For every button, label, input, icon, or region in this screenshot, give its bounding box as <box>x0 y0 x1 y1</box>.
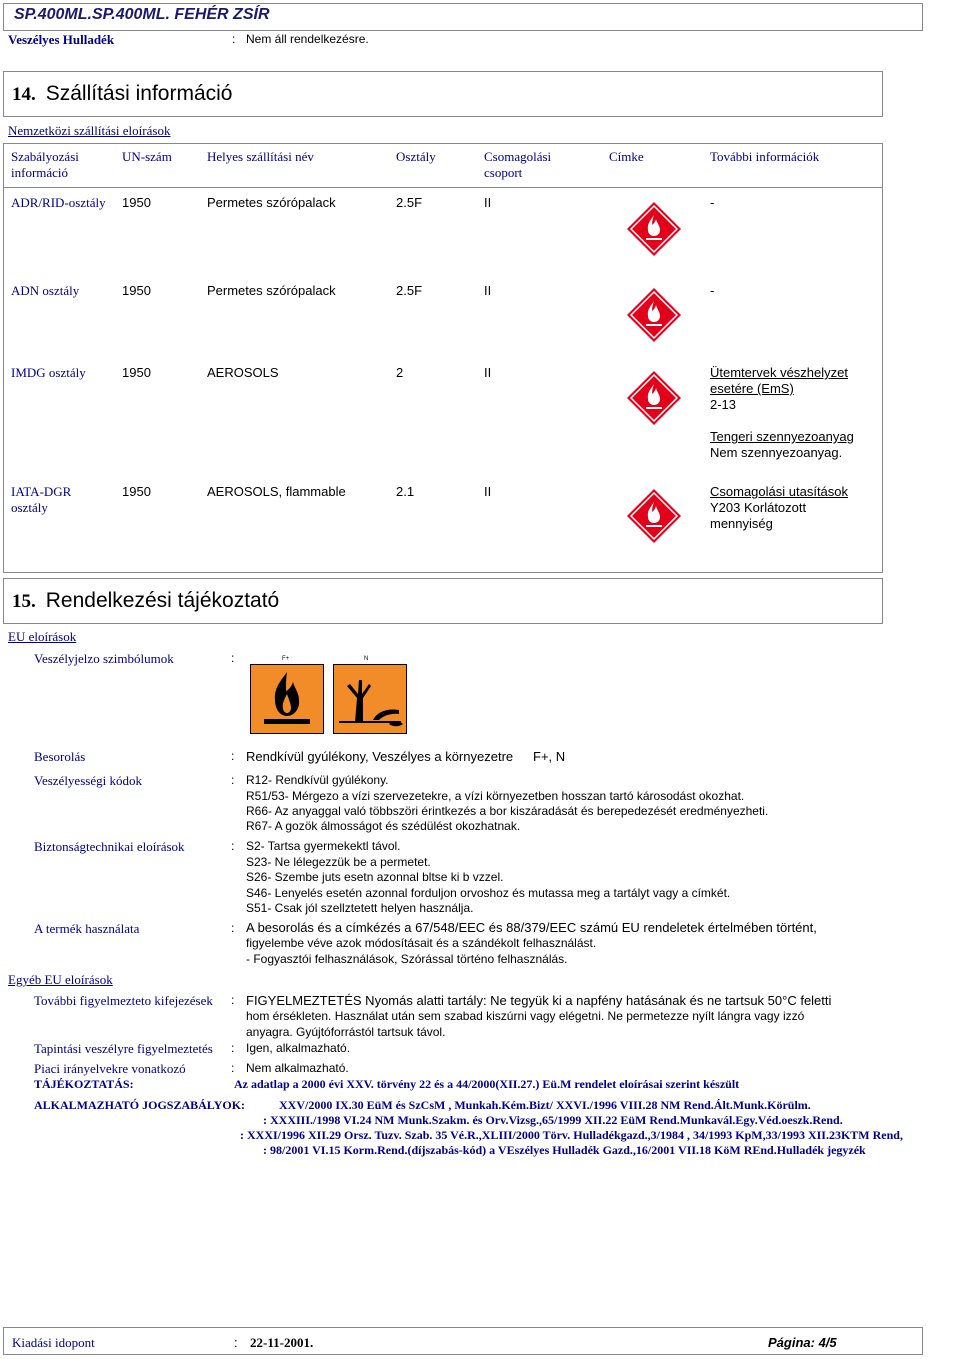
risk-line: R12- Rendkívül gyúlékony. <box>246 773 389 787</box>
flammable-diamond-icon <box>626 488 682 544</box>
row-imdg-info3: 2-13 <box>710 397 737 412</box>
row-imdg-class: 2 <box>396 365 404 380</box>
waste-value: Nem áll rendelkezésre. <box>246 32 369 46</box>
symbols-colon: : <box>231 651 235 665</box>
table-header-divider <box>3 187 883 188</box>
use-line: figyelembe véve azok módosításait és a szándékolt felhasználást. <box>246 936 597 950</box>
row-imdg-reg: IMDG osztály <box>11 365 86 380</box>
symbol2-code: N <box>364 656 369 662</box>
waste-colon: : <box>232 32 236 46</box>
col-un: UN-szám <box>122 149 172 164</box>
row-iata-class: 2.1 <box>396 484 415 499</box>
law-label: ALKALMAZHATÓ JOGSZABÁLYOK: <box>34 1098 246 1112</box>
row-iata-pg: II <box>484 484 492 499</box>
tactile-label: Tapintási veszélyre figyelmeztetés <box>34 1041 213 1056</box>
flame-hazard-icon <box>250 664 324 734</box>
section15-number: 15. <box>12 591 36 612</box>
risk-colon: : <box>231 773 235 787</box>
row-adn-info: - <box>710 283 715 298</box>
col-info: További információk <box>710 149 820 164</box>
warning-line: anyagra. Gyújtóforrástól tartsuk távol. <box>246 1025 446 1039</box>
warning-line: hom érsékleten. Használat után sem szabad kiszúrni vagy elégetni. Ne permetezze nyílt lángra vagy izzó <box>246 1009 805 1023</box>
environment-hazard-icon <box>333 664 407 734</box>
safety-colon: : <box>231 839 235 853</box>
safety-line: S46- Lenyelés esetén azonnal forduljon orvoshoz és mutassa meg a tartályt vagy a címkét. <box>246 886 731 900</box>
flammable-diamond-icon <box>626 201 682 257</box>
row-adn-name: Permetes szórópalack <box>207 283 336 298</box>
info-value: Az adatlap a 2000 évi XXV. törvény 22 és a 44/2000(XII.27.) Eü.M rendelet eloírásai szerint készült <box>234 1077 740 1091</box>
col-regulation: Szabályozási információ <box>11 149 79 180</box>
col-label: Címke <box>609 149 644 164</box>
row-imdg-pg: II <box>484 365 492 380</box>
row-imdg-info5: Nem szennyezoanyag. <box>710 445 843 460</box>
section14-title-text: Szállítási információ <box>45 82 233 105</box>
issue-date: 22-11-2001. <box>250 1335 314 1350</box>
safety-line: S51- Csak jól szellztetett helyen használja. <box>246 901 474 915</box>
law-line: : XXXIII./1998 VI.24 NM Munk.Szakm. és Orv.Vizsg.,65/1999 XII.22 EüM Rend.Munkavál.Egy.Véd.oeszk.Rend. <box>263 1113 843 1127</box>
row-adr-name: Permetes szórópalack <box>207 195 336 210</box>
safety-label: Biztonságtechnikai eloírások <box>34 839 185 854</box>
row-adn-reg: ADN osztály <box>11 283 80 298</box>
section14-title <box>12 82 232 106</box>
section14-number: 14. <box>12 84 36 105</box>
risk-line: R67- A gozök álmosságot és szédülést okozhatnak. <box>246 819 521 833</box>
warning-line: FIGYELMEZTETÉS Nyomás alatti tartály: Ne tegyük ki a napfény hatásának és ne tartsuk 50°C feletti <box>246 993 832 1008</box>
safety-line: S23- Ne lélegezzük be a permetet. <box>246 855 431 869</box>
risk-line: R51/53- Mérgezo a vízi szervezetekre, a vízi környezetben hosszan tartó károsodást okozhat. <box>246 789 745 803</box>
flammable-diamond-icon <box>626 287 682 343</box>
symbol1-code: F+ <box>282 656 290 662</box>
row-iata-info3: mennyiség <box>710 516 773 531</box>
issue-label: Kiadási idopont <box>12 1335 95 1350</box>
risk-line: R66- Az anyaggal való többszöri érintkezés a bor kiszáradását és berepedezését eredményezheti. <box>246 804 769 818</box>
law-line: : XXXI/1996 XII.29 Orsz. Tuzv. Szab. 35 Vé.R.,XLIII/2000 Törv. Hulladékgazd.,3/1984 , 34/1993 KpM,33/1993 XII.23KTM Rend, <box>240 1128 903 1142</box>
row-iata-info2: Y203 Korlátozott <box>710 500 807 515</box>
row-imdg-info1: Ütemtervek vészhelyzet <box>710 365 848 380</box>
eu-title: EU eloírások <box>8 629 77 644</box>
classification-label: Besorolás <box>34 749 86 764</box>
classification-codes: F+, N <box>533 749 566 764</box>
market-colon: : <box>231 1061 235 1075</box>
row-adr-class: 2.5F <box>396 195 423 210</box>
section15-title <box>12 589 279 613</box>
col-pg: Csomagolási csoport <box>484 149 552 180</box>
use-colon: : <box>231 921 235 935</box>
warning-label: További figyelmezteto kifejezések <box>34 993 213 1008</box>
row-iata-name: AEROSOLS, flammable <box>207 484 346 499</box>
symbols-label: Veszélyjelzo szimbólumok <box>34 651 174 666</box>
issue-colon: : <box>234 1335 238 1350</box>
tactile-value: Igen, alkalmazható. <box>246 1041 351 1055</box>
row-adr-pg: II <box>484 195 492 210</box>
safety-line: S26- Szembe juts esetn azonnal bltse ki b vzzel. <box>246 870 504 884</box>
row-iata-reg: IATA-DGR osztály <box>11 484 72 515</box>
row-imdg-info2: esetére (EmS) <box>710 381 794 396</box>
use-line: A besorolás és a címkézés a 67/548/EEC és 88/379/EEC számú EU rendeletek értelmében történt, <box>246 920 817 935</box>
law-line: XXV/2000 IX.30 EüM és SzCsM , Munkah.Kém.Bizt/ XXVI./1996 VIII.28 NM Rend.Ált.Munk.Körülm. <box>279 1098 811 1112</box>
market-value: Nem alkalmazható. <box>246 1061 349 1075</box>
law-line: : 98/2001 VI.15 Korm.Rend.(díjszabás-kód) a VEszélyes Hulladék Gazd.,16/2001 VII.18 KöM REnd.Hulladék jegyzék <box>263 1143 866 1157</box>
row-imdg-name: AEROSOLS <box>207 365 279 380</box>
row-adr-info: - <box>710 195 715 210</box>
classification-value: Rendkívül gyúlékony, Veszélyes a környezetre <box>246 749 514 764</box>
law-line-text: XXXIII./1998 VI.24 NM Munk.Szakm. és Orv.Vizsg.,65/1999 XII.22 EüM Rend.Munkavál.Egy.Véd.oeszk.Rend. <box>270 1113 843 1127</box>
law-line-text: XXXI/1996 XII.29 Orsz. Tuzv. Szab. 35 Vé.R.,XLIII/2000 Törv. Hulladékgazd.,3/1984 , 34/1993 KpM,33/1993 XII.23KTM Rend, <box>247 1128 903 1142</box>
waste-label: Veszélyes Hulladék <box>8 32 115 47</box>
row-iata-un: 1950 <box>122 484 151 499</box>
row-adr-un: 1950 <box>122 195 151 210</box>
row-adr-reg: ADR/RID-osztály <box>11 195 106 210</box>
row-iata-info1: Csomagolási utasítások <box>710 484 849 499</box>
product-title: SP.400ML.SP.400ML. FEHÉR ZSÍR <box>14 6 270 23</box>
col-class: Osztály <box>396 149 436 164</box>
safety-line: S2- Tartsa gyermekektl távol. <box>246 839 401 853</box>
row-adn-class: 2.5F <box>396 283 423 298</box>
market-label: Piaci irányelvekre vonatkozó <box>34 1061 186 1076</box>
row-imdg-un: 1950 <box>122 365 151 380</box>
row-adn-pg: II <box>484 283 492 298</box>
section14-subtitle: Nemzetközi szállítási eloírások <box>8 123 171 138</box>
col-name: Helyes szállítási név <box>207 149 314 164</box>
section15-title-text: Rendelkezési tájékoztató <box>45 589 280 612</box>
warning-colon: : <box>231 993 235 1007</box>
use-line: - Fogyasztói felhasználások, Szórással történo felhasználás. <box>246 952 568 966</box>
risk-label: Veszélyességi kódok <box>34 773 142 788</box>
law-line-text: 98/2001 VI.15 Korm.Rend.(díjszabás-kód) a VEszélyes Hulladék Gazd.,16/2001 VII.18 KöM REnd.Hulladék jegyzék <box>270 1143 866 1157</box>
tactile-colon: : <box>231 1041 235 1055</box>
flammable-diamond-icon <box>626 370 682 426</box>
page-number: Página: 4/5 <box>768 1335 837 1350</box>
row-imdg-info4: Tengeri szennyezoanyag <box>710 429 854 444</box>
classification-colon: : <box>231 749 235 763</box>
use-label: A termék használata <box>34 921 140 936</box>
row-adn-un: 1950 <box>122 283 151 298</box>
other-eu-title: Egyéb EU eloírások <box>8 972 113 987</box>
info-label: TÁJÉKOZTATÁS: <box>34 1077 134 1091</box>
